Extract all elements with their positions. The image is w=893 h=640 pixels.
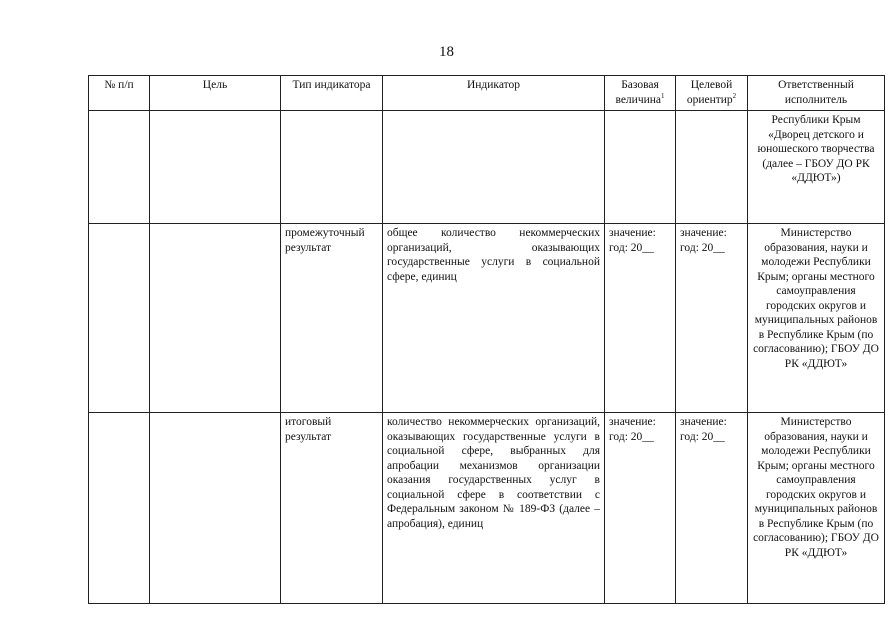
indicator-table xyxy=(88,75,885,604)
header-goal: Цель xyxy=(150,76,281,111)
header-indicator: Индикатор xyxy=(383,76,605,111)
cell-target: значение: год: 20__ xyxy=(676,413,748,604)
cell-indicator-type: промежуточный результат xyxy=(281,224,383,413)
header-base-value: Базовая величина$^1$ xyxy=(605,76,676,111)
cell-indicator: общее количество некоммерческих организаций, оказывающих государственные услуги в социальной сфере, единиц xyxy=(383,224,605,413)
cell-goal xyxy=(150,111,281,224)
cell-goal xyxy=(150,224,281,413)
cell-num xyxy=(89,111,150,224)
cell-base-value: значение: год: 20__ xyxy=(605,224,676,413)
cell-responsible: Министерство образования, науки и молодежи Республики Крым; органы местного самоуправления городских округов и муниципальных районов в Республике Крым (по согласованию); ГБОУ ДО РК «ДДЮТ» xyxy=(748,224,885,413)
table-row xyxy=(89,111,885,224)
cell-indicator: количество некоммерческих организаций, оказывающих государственные услуги в социальной сфере, выбранных для апробации механизмов организации оказания государственных услуг в социальной сфере в соответствии с Федеральным законом № 189-ФЗ (далее – апробация), единиц xyxy=(383,413,605,604)
cell-num xyxy=(89,413,150,604)
table-header-row xyxy=(89,76,885,111)
header-target: Целевой ориентир$^2$ xyxy=(676,76,748,111)
header-num: № п/п xyxy=(89,76,150,111)
table-row xyxy=(89,413,885,604)
page-number: 18 xyxy=(439,44,454,60)
cell-goal xyxy=(150,413,281,604)
cell-indicator-type: итоговый результат xyxy=(281,413,383,604)
cell-indicator xyxy=(383,111,605,224)
table-row xyxy=(89,224,885,413)
header-responsible: Ответственный исполнитель xyxy=(748,76,885,111)
cell-target xyxy=(676,111,748,224)
cell-indicator-type xyxy=(281,111,383,224)
cell-base-value xyxy=(605,111,676,224)
header-indicator-type: Тип индикатора xyxy=(281,76,383,111)
cell-responsible: Министерство образования, науки и молодежи Республики Крым; органы местного самоуправления городских округов и муниципальных районов в Республике Крым (по согласованию); ГБОУ ДО РК «ДДЮТ» xyxy=(748,413,885,604)
cell-num xyxy=(89,224,150,413)
cell-base-value: значение: год: 20__ xyxy=(605,413,676,604)
cell-responsible: Республики Крым «Дворец детского и юношеского творчества (далее – ГБОУ ДО РК «ДДЮТ») xyxy=(748,111,885,224)
cell-target: значение: год: 20__ xyxy=(676,224,748,413)
